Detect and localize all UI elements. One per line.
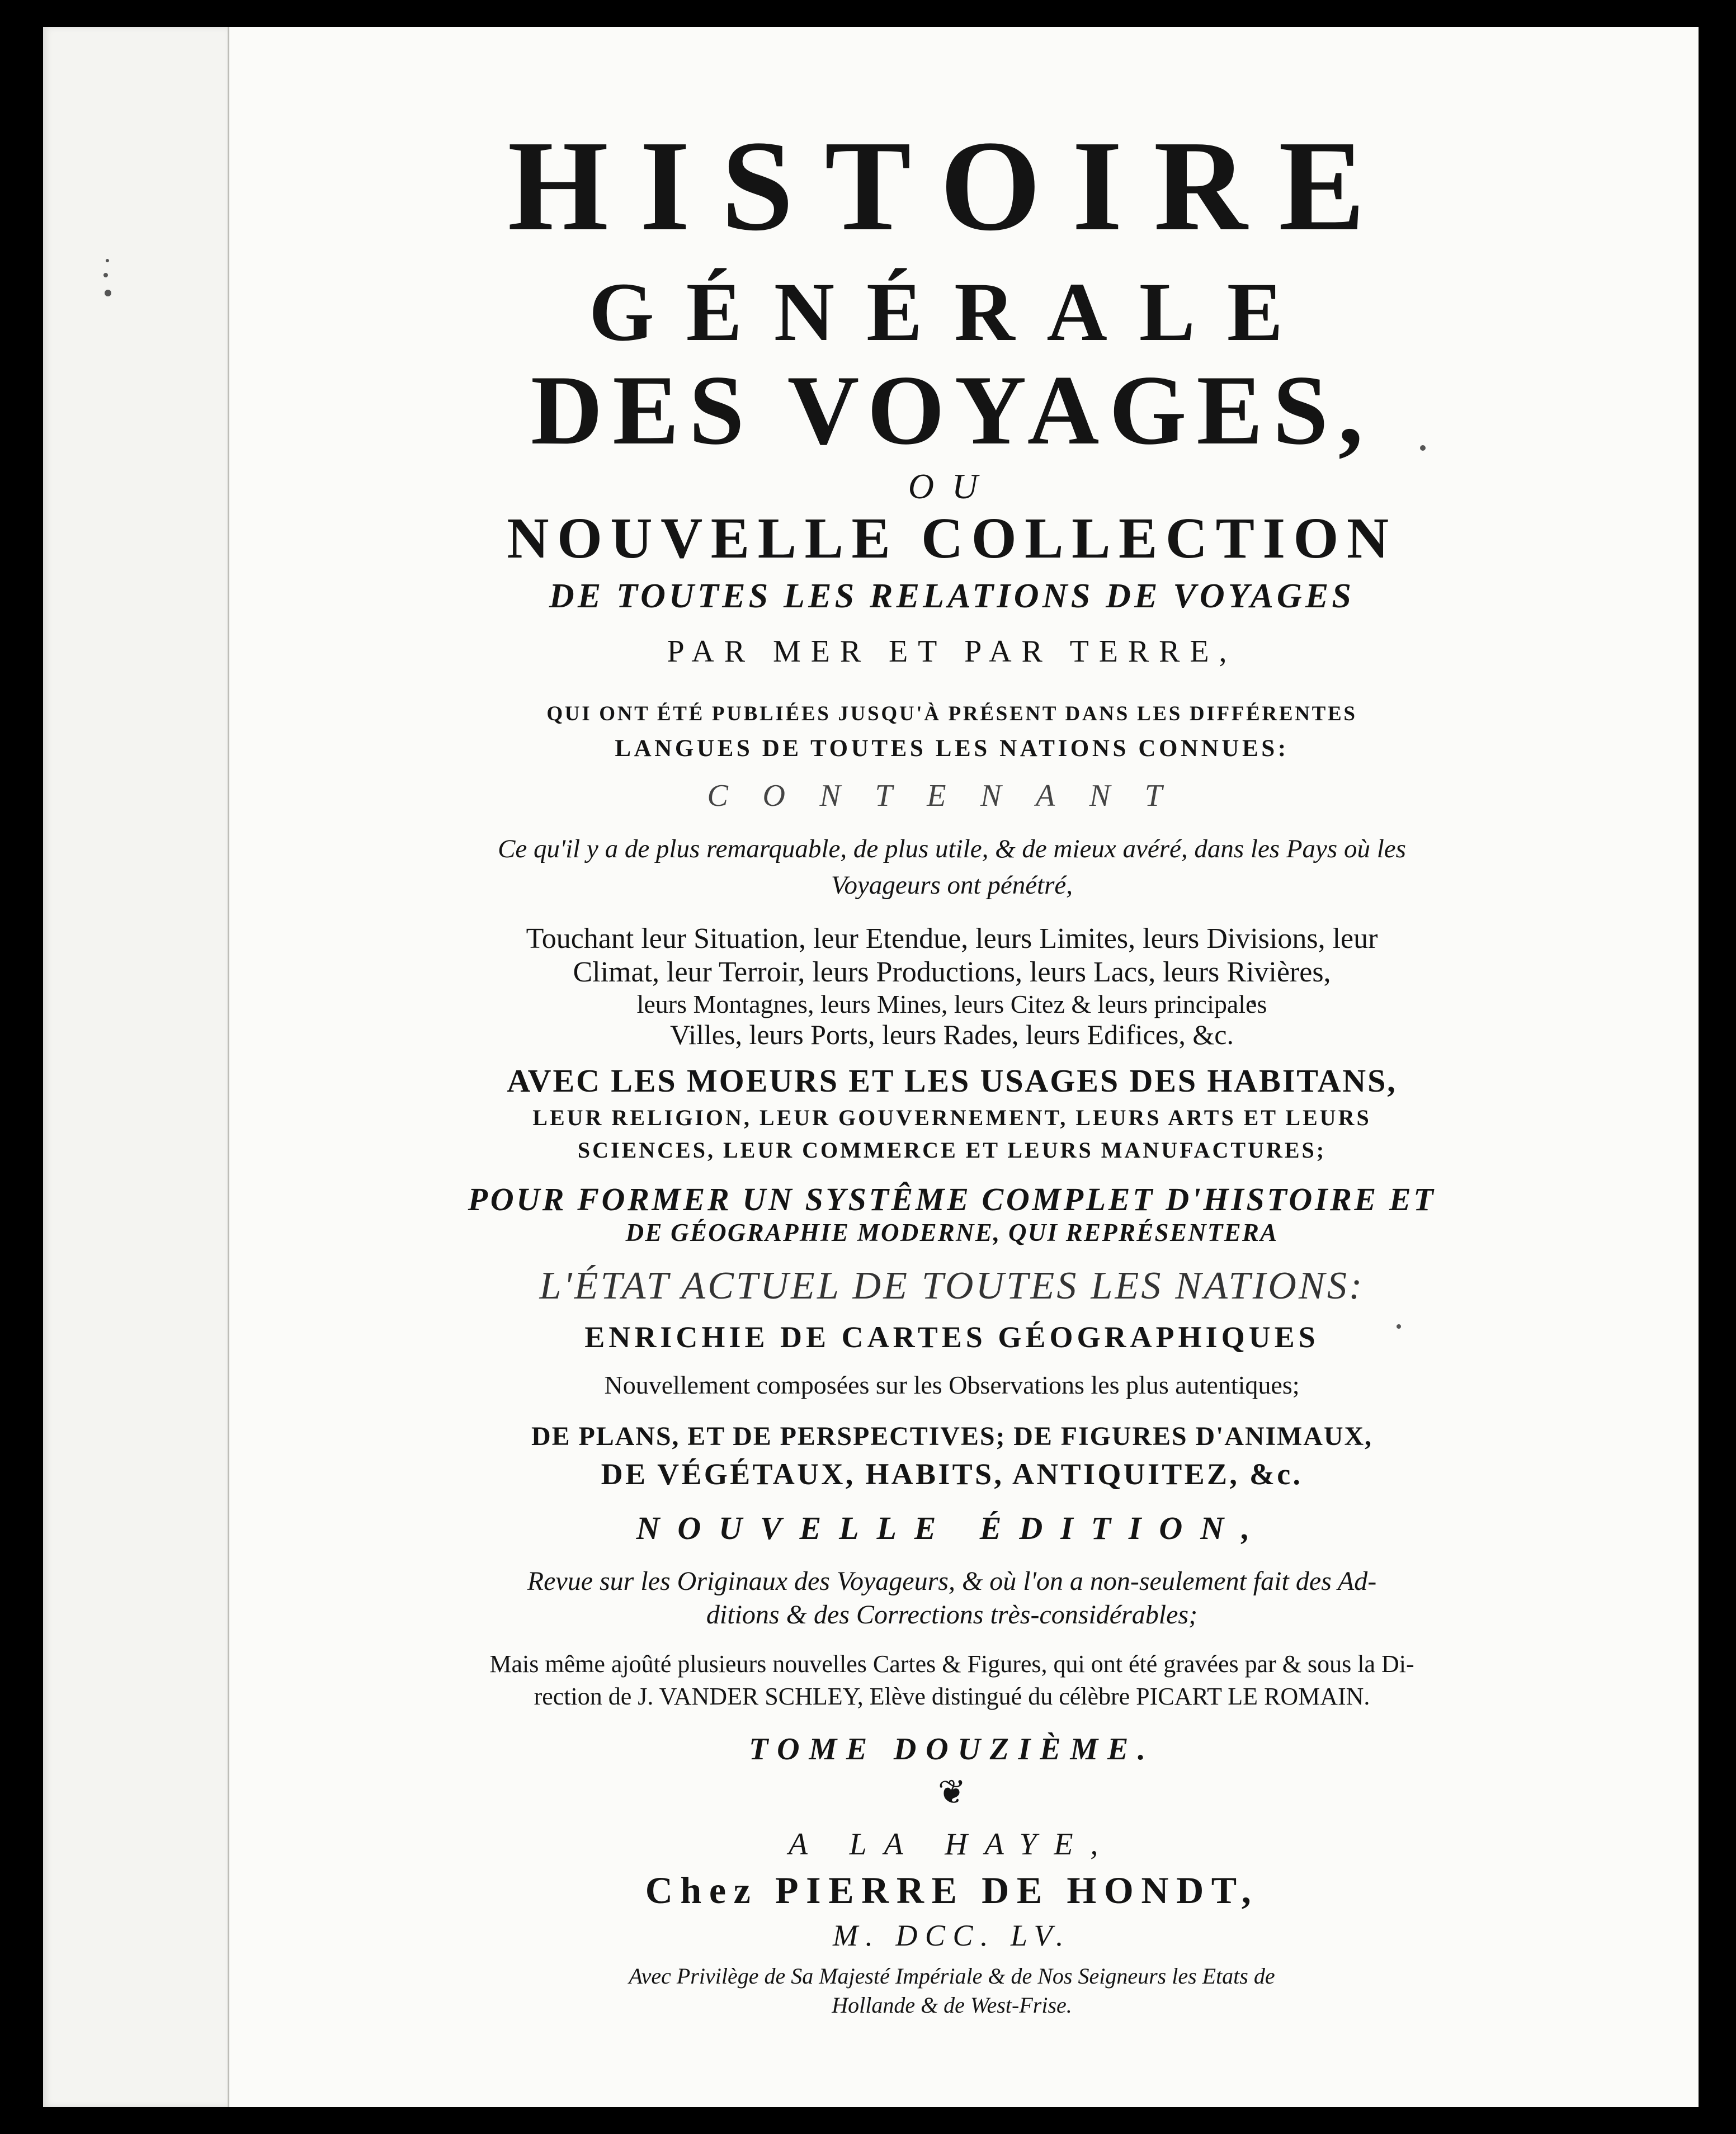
contents-touchant-1: Touchant leur Situation, leur Etendue, leurs Limites, leurs Divisions, leur (526, 923, 1378, 955)
ink-speck (103, 273, 108, 277)
title-generale: GÉNÉRALE (589, 266, 1315, 358)
imprint-date: M. DCC. LV. (832, 1919, 1072, 1952)
contents-ce-quil-2: Voyageurs ont pénétré, (831, 871, 1073, 900)
imprint-place: A LA HAYE, (788, 1827, 1116, 1862)
contents-etat-actuel: L'ÉTAT ACTUEL DE TOUTES LES NATIONS: (539, 1264, 1365, 1307)
volume-tome: TOME DOUZIÈME. (749, 1732, 1155, 1767)
contents-pour-former: POUR FORMER UN SYSTÊME COMPLET D'HISTOIRE ET (468, 1181, 1436, 1217)
title-ou: OU (908, 466, 996, 506)
imprint-publisher: Chez PIERRE DE HONDT, (645, 1869, 1259, 1911)
subtitle-relations: DE TOUTES LES RELATIONS DE VOYAGES (549, 577, 1355, 615)
imprint-privilege-1: Avec Privilège de Sa Majesté Impériale & de Nos Seigneurs les Etats de (629, 1963, 1275, 1989)
contents-touchant-4: Villes, leurs Ports, leurs Rades, leurs Edifices, &c. (670, 1019, 1234, 1050)
facing-page-edge (43, 27, 229, 2107)
contents-touchant-2: Climat, leur Terroir, leurs Productions, leurs Lacs, leurs Rivières, (573, 956, 1331, 988)
title-des-voyages: DES VOYAGES, (530, 355, 1373, 465)
edition-mais-1: Mais même ajoûté plusieurs nouvelles Cartes & Figures, qui ont été gravées par & sous la Di- (489, 1650, 1414, 1678)
edition-mais-2: rection de J. VANDER SCHLEY, Elève distingué du célèbre PICART LE ROMAIN. (534, 1683, 1370, 1710)
edition-revue-1: Revue sur les Originaux des Voyageurs, & où l'on a non-seulement fait des Ad- (527, 1566, 1377, 1596)
contents-touchant-3: leurs Montagnes, leurs Mines, leurs Citez & leurs principales (636, 990, 1267, 1018)
subtitle-qui-ont-ete: QUI ONT ÉTÉ PUBLIÉES JUSQU'À PRÉSENT DANS LES DIFFÉRENTES (546, 702, 1357, 725)
contents-geographie: DE GÉOGRAPHIE MODERNE, QUI REPRÉSENTERA (625, 1219, 1279, 1247)
contents-sciences: SCIENCES, LEUR COMMERCE ET LEURS MANUFACTURES; (577, 1137, 1327, 1163)
title-nouvelle-collection: NOUVELLE COLLECTION (507, 506, 1397, 570)
subtitle-contenant: CONTENANT (707, 778, 1197, 813)
edition-nouvelle: NOUVELLE ÉDITION, (636, 1510, 1268, 1546)
printers-ornament: ❦ (937, 1774, 966, 1811)
contents-enrichie: ENRICHIE DE CARTES GÉOGRAPHIQUES (584, 1320, 1319, 1354)
contents-plans-1: DE PLANS, ET DE PERSPECTIVES; DE FIGURES D'ANIMAUX, (531, 1422, 1372, 1451)
contents-nouvellement: Nouvellement composées sur les Observations les plus autentiques; (604, 1371, 1300, 1399)
contents-plans-2: DE VÉGÉTAUX, HABITS, ANTIQUITEZ, &c. (601, 1457, 1303, 1491)
edition-revue-2: ditions & des Corrections très-considérables; (706, 1600, 1198, 1630)
ink-speck (105, 290, 111, 296)
imprint-privilege-2: Hollande & de West-Frise. (832, 1993, 1072, 2018)
title-page (43, 27, 1699, 2107)
subtitle-langues: LANGUES DE TOUTES LES NATIONS CONNUES: (615, 735, 1289, 762)
ink-speck (106, 259, 109, 262)
title-histoire: HISTOIRE (507, 114, 1397, 258)
contents-avec-moeurs: AVEC LES MOEURS ET LES USAGES DES HABITANS, (507, 1063, 1397, 1099)
contents-religion: LEUR RELIGION, LEUR GOUVERNEMENT, LEURS ARTS ET LEURS (532, 1105, 1371, 1130)
contents-ce-quil-1: Ce qu'il y a de plus remarquable, de plus utile, & de mieux avéré, dans les Pays où les (498, 834, 1406, 863)
subtitle-par-mer: PAR MER ET PAR TERRE, (667, 634, 1237, 669)
